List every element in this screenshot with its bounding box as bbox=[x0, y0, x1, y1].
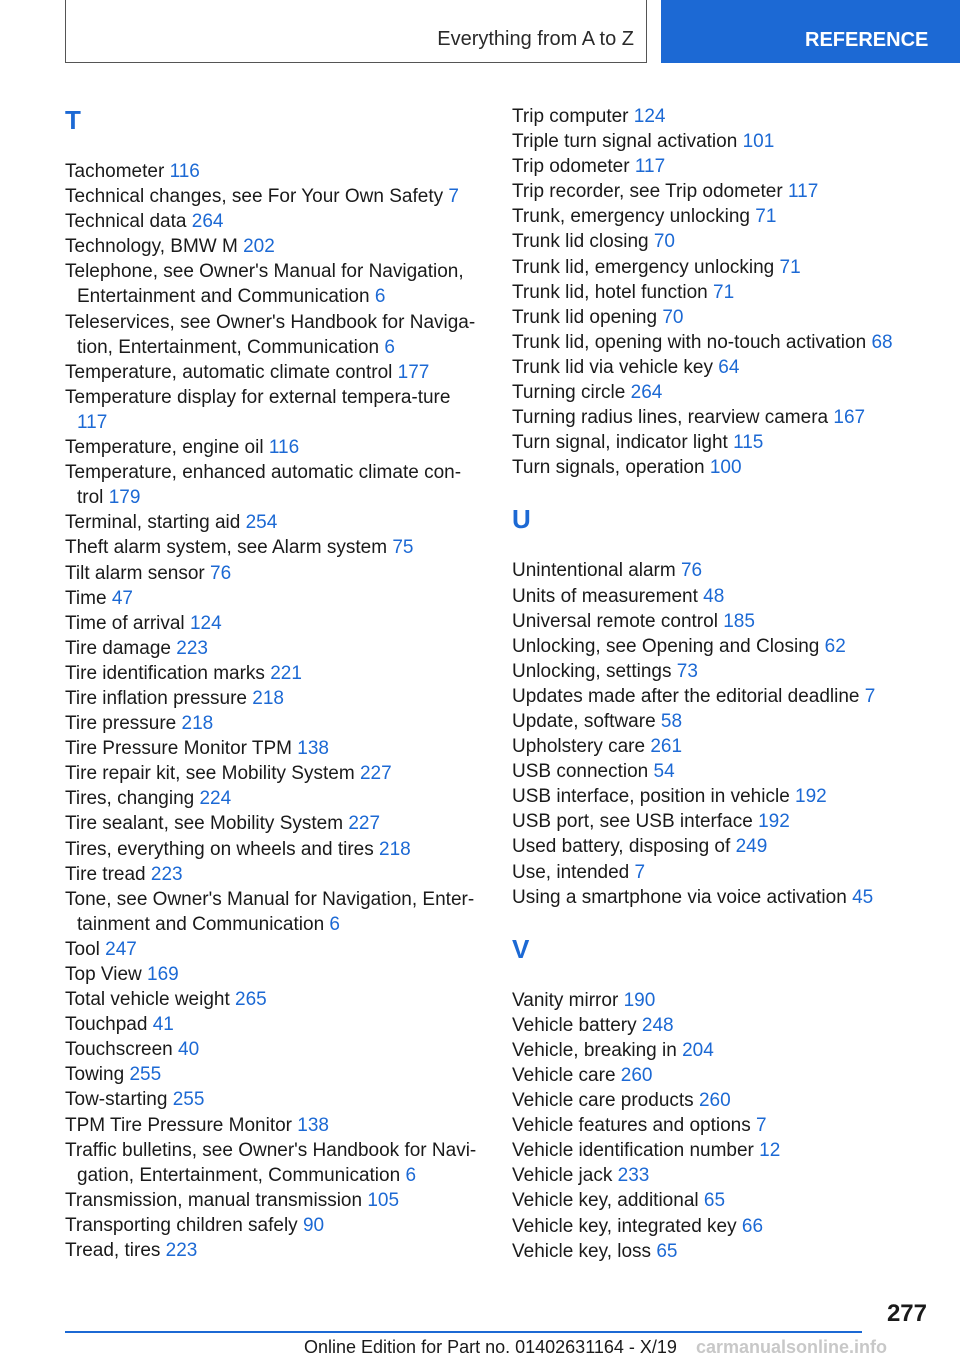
index-entry bbox=[65, 209, 485, 234]
index-entry-text: Trunk lid closing bbox=[512, 231, 649, 253]
page-reference-link[interactable]: 138 bbox=[297, 1114, 329, 1136]
page-reference-link[interactable]: 247 bbox=[105, 938, 137, 960]
index-entry bbox=[65, 611, 485, 636]
index-entry-text: Traffic bulletins, see Owner's Handbook for Navi‐gation, Entertainment, Communication bbox=[65, 1139, 477, 1186]
index-entry bbox=[512, 709, 932, 734]
index-entry-text: Tire tread bbox=[65, 863, 146, 885]
page-reference-link[interactable]: 54 bbox=[653, 761, 675, 783]
index-entry-text: Towing bbox=[65, 1064, 125, 1086]
index-entry-text: Tire sealant, see Mobility System bbox=[65, 813, 344, 835]
index-entry-text: Tread, tires bbox=[65, 1240, 161, 1262]
index-entry-text: Terminal, starting aid bbox=[65, 512, 241, 534]
index-entry bbox=[65, 686, 485, 711]
page-reference-link[interactable]: 233 bbox=[617, 1165, 650, 1187]
index-entry bbox=[65, 1062, 485, 1087]
page-reference-link[interactable]: 70 bbox=[653, 231, 675, 253]
page-reference-link[interactable]: 116 bbox=[169, 161, 200, 182]
index-entry bbox=[65, 761, 485, 786]
page-reference-link[interactable]: 65 bbox=[656, 1240, 678, 1262]
index-entry bbox=[65, 1087, 485, 1112]
page-reference-link[interactable]: 218 bbox=[379, 838, 411, 860]
page-reference-link[interactable]: 58 bbox=[660, 710, 683, 732]
index-entry bbox=[512, 1163, 932, 1188]
index-entry-text: Tow-starting bbox=[65, 1089, 168, 1111]
index-entry-text: Total vehicle weight bbox=[65, 989, 230, 1011]
index-entry bbox=[512, 280, 932, 305]
index-entry bbox=[65, 937, 485, 962]
index-entry-text: Using a smartphone via voice activation bbox=[512, 886, 847, 908]
page-reference-link[interactable]: 192 bbox=[758, 811, 790, 833]
index-entry bbox=[512, 784, 932, 809]
index-entry bbox=[512, 179, 932, 204]
page-reference-link[interactable]: 254 bbox=[245, 512, 278, 534]
page-reference-link[interactable]: 202 bbox=[243, 236, 275, 258]
page-reference-link[interactable]: 117 bbox=[634, 156, 666, 178]
index-entry-text: Trunk lid via vehicle key bbox=[512, 356, 713, 378]
page-reference-link[interactable]: 45 bbox=[852, 886, 874, 908]
index-entry bbox=[512, 988, 932, 1013]
index-entry bbox=[512, 355, 932, 380]
page-reference-link[interactable]: 265 bbox=[235, 989, 267, 1011]
page-reference-link[interactable]: 260 bbox=[698, 1090, 731, 1112]
index-entry bbox=[65, 310, 485, 360]
index-entry-text: Tires, everything on wheels and tires bbox=[65, 838, 374, 860]
page-reference-link[interactable]: 138 bbox=[297, 738, 329, 760]
index-entry bbox=[65, 636, 485, 661]
index-entry-text: Tires, changing bbox=[65, 788, 195, 810]
page-reference-link[interactable]: 7 bbox=[864, 685, 876, 707]
index-entry bbox=[512, 1214, 932, 1239]
index-entry bbox=[512, 455, 932, 480]
page-reference-link[interactable]: 204 bbox=[682, 1039, 714, 1061]
index-entry-text: Unintentional alarm bbox=[512, 560, 676, 582]
index-section-t bbox=[65, 103, 485, 1263]
page-reference-link[interactable]: 62 bbox=[824, 635, 846, 657]
page-reference-link[interactable]: 71 bbox=[755, 206, 777, 228]
index-entry-text: Vehicle, breaking in bbox=[512, 1039, 677, 1061]
index-entry-text: Tool bbox=[65, 938, 100, 960]
index-entry bbox=[65, 561, 485, 586]
index-entry-text: Triple turn signal activation bbox=[512, 131, 738, 153]
header-title: Everything from A to Z bbox=[437, 28, 634, 50]
index-entry-text: Turning circle bbox=[512, 382, 626, 404]
page-reference-link[interactable]: 117 bbox=[787, 181, 819, 203]
index-entry bbox=[512, 330, 932, 355]
index-entry-text: Touchscreen bbox=[65, 1039, 173, 1061]
index-entry bbox=[512, 229, 932, 254]
index-entry-text: Telephone, see Owner's Manual for Navigation, Entertainment and Communication bbox=[65, 261, 464, 308]
index-entry-text: Tachometer bbox=[65, 161, 165, 182]
index-entry bbox=[65, 1138, 485, 1188]
index-entry bbox=[65, 962, 485, 987]
index-entry-text: USB port, see USB interface bbox=[512, 811, 753, 833]
page-reference-link[interactable]: 40 bbox=[178, 1039, 200, 1061]
index-entry-text: Trip odometer bbox=[512, 156, 630, 178]
index-section-v bbox=[512, 932, 932, 1264]
index-entry-text: Turn signal, indicator light bbox=[512, 432, 728, 454]
header-title-box bbox=[65, 0, 647, 63]
page-reference-link[interactable]: 6 bbox=[405, 1164, 417, 1186]
page-reference-link[interactable]: 64 bbox=[718, 356, 740, 378]
index-entry-text: Time of arrival bbox=[65, 612, 185, 634]
section-letter: U bbox=[512, 504, 531, 535]
index-entry-text: Trip recorder, see Trip odometer bbox=[512, 181, 783, 203]
page-reference-link[interactable]: 105 bbox=[367, 1189, 400, 1211]
index-entry-text: Turning radius lines, rearview camera bbox=[512, 407, 829, 429]
index-entry-text: Transporting children safely bbox=[65, 1214, 298, 1236]
index-entry bbox=[512, 558, 932, 583]
page-reference-link[interactable]: 71 bbox=[713, 281, 735, 303]
index-entry bbox=[65, 661, 485, 686]
index-entry bbox=[512, 255, 932, 280]
index-entry bbox=[512, 154, 932, 179]
index-entry bbox=[512, 734, 932, 759]
page-reference-link[interactable]: 41 bbox=[152, 1014, 174, 1036]
index-entry-text: Vanity mirror bbox=[512, 989, 619, 1011]
page-reference-link[interactable]: 7 bbox=[634, 861, 646, 883]
index-entry-text: Tire identification marks bbox=[65, 662, 265, 684]
page-reference-link[interactable]: 70 bbox=[662, 306, 684, 328]
index-entry-text: Temperature display for external tempera‐ture bbox=[65, 386, 451, 408]
index-entry-text: Tilt alarm sensor bbox=[65, 562, 205, 584]
index-entry bbox=[65, 510, 485, 535]
index-entry-text: USB connection bbox=[512, 761, 649, 783]
index-entry-text: Vehicle battery bbox=[512, 1014, 637, 1036]
index-entry bbox=[65, 259, 485, 309]
index-entry-text: Vehicle identification number bbox=[512, 1140, 754, 1162]
page-reference-link[interactable]: 6 bbox=[384, 336, 395, 358]
index-entry bbox=[65, 159, 485, 184]
index-entry bbox=[512, 430, 932, 455]
page-reference-link[interactable]: 218 bbox=[252, 687, 284, 709]
footer-divider bbox=[65, 1331, 862, 1333]
page-reference-link[interactable]: 6 bbox=[374, 286, 386, 308]
index-entry bbox=[65, 184, 485, 209]
page-reference-link[interactable]: 66 bbox=[741, 1215, 764, 1237]
page-reference-link[interactable]: 71 bbox=[779, 256, 801, 278]
index-entry bbox=[512, 860, 932, 885]
index-entry bbox=[512, 1113, 932, 1138]
section-tab-reference bbox=[661, 0, 960, 63]
index-entry-text: Unlocking, settings bbox=[512, 660, 672, 682]
index-entry bbox=[512, 659, 932, 684]
page-reference-link[interactable]: 261 bbox=[650, 736, 683, 758]
index-entry bbox=[512, 885, 932, 910]
index-entry bbox=[512, 834, 932, 859]
page-reference-link[interactable]: 90 bbox=[302, 1214, 325, 1236]
index-entry-text: Trunk lid, opening with no-touch activation bbox=[512, 331, 867, 353]
index-entry bbox=[512, 1239, 932, 1264]
page-reference-link[interactable]: 185 bbox=[723, 610, 755, 632]
index-entry bbox=[512, 104, 932, 129]
page-reference-link[interactable]: 100 bbox=[709, 457, 742, 479]
index-entry-text: Vehicle features and options bbox=[512, 1115, 751, 1137]
page-reference-link[interactable]: 124 bbox=[633, 106, 666, 127]
index-entry-text: Update, software bbox=[512, 710, 656, 732]
page-reference-link[interactable]: 227 bbox=[359, 763, 392, 785]
index-entry-text: Temperature, automatic climate control bbox=[65, 361, 393, 383]
index-entry-text: TPM Tire Pressure Monitor bbox=[65, 1114, 292, 1136]
index-entry bbox=[65, 711, 485, 736]
page-reference-link[interactable]: 47 bbox=[111, 587, 133, 609]
index-entry bbox=[65, 1213, 485, 1238]
index-entry-text: Temperature, enhanced automatic climate con‐trol bbox=[65, 462, 462, 509]
index-entry bbox=[65, 1037, 485, 1062]
index-entry bbox=[512, 634, 932, 659]
page-reference-link[interactable]: 227 bbox=[348, 813, 381, 835]
index-entry bbox=[65, 987, 485, 1012]
index-entry bbox=[512, 1038, 932, 1063]
index-entry-text: Trunk lid, emergency unlocking bbox=[512, 256, 775, 278]
index-entry bbox=[512, 809, 932, 834]
index-entry-text: Touchpad bbox=[65, 1014, 148, 1036]
page-reference-link[interactable]: 65 bbox=[703, 1190, 726, 1212]
index-entry-text: Tire Pressure Monitor TPM bbox=[65, 738, 292, 760]
page-reference-link[interactable]: 179 bbox=[108, 487, 141, 509]
index-entry-text: Tone, see Owner's Manual for Navigation, Enter‐tainment and Communication bbox=[65, 888, 475, 935]
index-entry-text: Technical data bbox=[65, 211, 187, 233]
page-reference-link[interactable]: 190 bbox=[623, 989, 656, 1011]
page-reference-link[interactable]: 124 bbox=[189, 612, 222, 634]
index-entry-text: Trunk, emergency unlocking bbox=[512, 206, 750, 228]
page-reference-link[interactable]: 221 bbox=[270, 662, 302, 684]
page-reference-link[interactable]: 218 bbox=[181, 713, 214, 735]
section-tab-label: REFERENCE bbox=[805, 29, 929, 51]
footer-edition: Online Edition for Part no. 01402631164 - X/19 bbox=[304, 1337, 677, 1357]
index-section-t-continued bbox=[512, 104, 932, 480]
page-reference-link[interactable]: 192 bbox=[795, 786, 827, 808]
index-entry-text: Transmission, manual transmission bbox=[65, 1189, 363, 1211]
index-entry bbox=[65, 736, 485, 761]
index-entry bbox=[65, 1012, 485, 1037]
index-entry-text: Vehicle key, integrated key bbox=[512, 1215, 737, 1237]
index-entry-text: Vehicle key, loss bbox=[512, 1240, 652, 1262]
page-reference-link[interactable]: 76 bbox=[680, 560, 703, 582]
index-entry-text: Tire damage bbox=[65, 637, 171, 659]
index-entry-text: Technology, BMW M bbox=[65, 236, 238, 258]
index-entry-text: USB interface, position in vehicle bbox=[512, 786, 790, 808]
index-column-left bbox=[65, 103, 485, 1263]
page-reference-link[interactable]: 73 bbox=[676, 660, 698, 682]
index-entry-text: Technical changes, see For Your Own Safety bbox=[65, 186, 444, 208]
index-entry bbox=[65, 887, 485, 937]
index-entry bbox=[512, 584, 932, 609]
index-entry bbox=[512, 684, 932, 709]
page-reference-link[interactable]: 117 bbox=[77, 411, 108, 433]
index-entry-text: Temperature, engine oil bbox=[65, 437, 264, 459]
index-entry bbox=[65, 385, 485, 435]
page-reference-link[interactable]: 116 bbox=[268, 437, 300, 459]
index-entry bbox=[65, 535, 485, 560]
index-entry-text: Trunk lid opening bbox=[512, 306, 658, 328]
index-entry-text: Time bbox=[65, 587, 107, 609]
index-entry-text: Universal remote control bbox=[512, 610, 718, 632]
index-entry bbox=[512, 204, 932, 229]
page-reference-link[interactable]: 6 bbox=[329, 913, 340, 935]
page-reference-link[interactable]: 223 bbox=[150, 863, 183, 885]
index-entry bbox=[65, 460, 485, 510]
index-entry bbox=[512, 1088, 932, 1113]
index-entry bbox=[512, 129, 932, 154]
section-letter: V bbox=[512, 933, 530, 964]
page-reference-link[interactable]: 255 bbox=[172, 1089, 205, 1111]
index-entry-text: Vehicle care products bbox=[512, 1090, 694, 1112]
page-reference-link[interactable]: 224 bbox=[199, 788, 232, 810]
index-entry bbox=[65, 862, 485, 887]
page-reference-link[interactable]: 76 bbox=[210, 562, 232, 584]
index-entry bbox=[65, 786, 485, 811]
page-reference-link[interactable]: 264 bbox=[191, 211, 224, 233]
index-entry-text: Teleservices, see Owner's Handbook for Naviga‐tion, Entertainment, Communication bbox=[65, 311, 476, 358]
page-reference-link[interactable]: 167 bbox=[833, 407, 866, 429]
index-entry bbox=[512, 1188, 932, 1213]
index-entry-text: Use, intended bbox=[512, 861, 630, 883]
page-reference-link[interactable]: 169 bbox=[147, 964, 179, 985]
index-entry-text: Updates made after the editorial deadline bbox=[512, 685, 860, 707]
page-reference-link[interactable]: 12 bbox=[759, 1140, 781, 1162]
index-entry-text: Unlocking, see Opening and Closing bbox=[512, 635, 820, 657]
index-entry bbox=[65, 811, 485, 836]
page-reference-link[interactable]: 177 bbox=[397, 361, 430, 383]
index-entry bbox=[65, 1238, 485, 1263]
index-entry-text: Tire repair kit, see Mobility System bbox=[65, 763, 355, 785]
index-entry-text: Vehicle care bbox=[512, 1065, 616, 1086]
page-reference-link[interactable]: 248 bbox=[641, 1014, 674, 1036]
index-entry bbox=[512, 380, 932, 405]
index-entry-text: Vehicle jack bbox=[512, 1165, 613, 1187]
index-entry-text: Top View bbox=[65, 964, 142, 985]
index-entry bbox=[512, 405, 932, 430]
page-reference-link[interactable]: 7 bbox=[448, 186, 459, 208]
index-entry bbox=[65, 360, 485, 385]
index-entry bbox=[512, 759, 932, 784]
index-entry bbox=[65, 1188, 485, 1213]
index-entry bbox=[512, 609, 932, 634]
page-reference-link[interactable]: 249 bbox=[735, 836, 768, 858]
index-entry bbox=[512, 1013, 932, 1038]
page-reference-link[interactable]: 7 bbox=[756, 1115, 767, 1137]
footer-watermark: carmanualsonline.info bbox=[696, 1337, 888, 1357]
index-entry bbox=[65, 586, 485, 611]
index-entry bbox=[65, 234, 485, 259]
index-entry-text: Vehicle key, additional bbox=[512, 1190, 699, 1212]
index-entry bbox=[65, 435, 485, 460]
index-entry-text: Units of measurement bbox=[512, 585, 698, 607]
index-entry bbox=[512, 1063, 932, 1088]
index-column-right bbox=[512, 104, 932, 1264]
page-reference-link[interactable]: 75 bbox=[392, 537, 414, 559]
index-entry-text: Tire pressure bbox=[65, 713, 177, 735]
index-entry bbox=[65, 837, 485, 862]
index-entry-text: Trip computer bbox=[512, 106, 629, 127]
page-reference-link[interactable]: 115 bbox=[733, 432, 764, 454]
page-reference-link[interactable]: 255 bbox=[129, 1064, 162, 1086]
index-entry-text: Upholstery care bbox=[512, 736, 646, 758]
index-entry-text: Used battery, disposing of bbox=[512, 836, 731, 858]
index-entry-text: Tire inflation pressure bbox=[65, 687, 247, 709]
index-entry bbox=[65, 1113, 485, 1138]
page-reference-link[interactable]: 68 bbox=[871, 331, 893, 353]
page-reference-link[interactable]: 264 bbox=[630, 382, 663, 404]
page-reference-link[interactable]: 260 bbox=[620, 1065, 653, 1086]
index-entry bbox=[512, 305, 932, 330]
index-entry bbox=[512, 1138, 932, 1163]
index-entry-text: Turn signals, operation bbox=[512, 457, 705, 479]
page-reference-link[interactable]: 223 bbox=[176, 637, 208, 659]
index-section-u bbox=[512, 502, 932, 909]
section-letter: T bbox=[65, 105, 81, 135]
page-number: 277 bbox=[886, 1300, 927, 1327]
page-reference-link[interactable]: 48 bbox=[703, 585, 725, 607]
index-entry-text: Theft alarm system, see Alarm system bbox=[65, 537, 388, 559]
index-entry-text: Trunk lid, hotel function bbox=[512, 281, 708, 303]
page-reference-link[interactable]: 223 bbox=[165, 1240, 198, 1262]
page-reference-link[interactable]: 101 bbox=[742, 131, 775, 153]
